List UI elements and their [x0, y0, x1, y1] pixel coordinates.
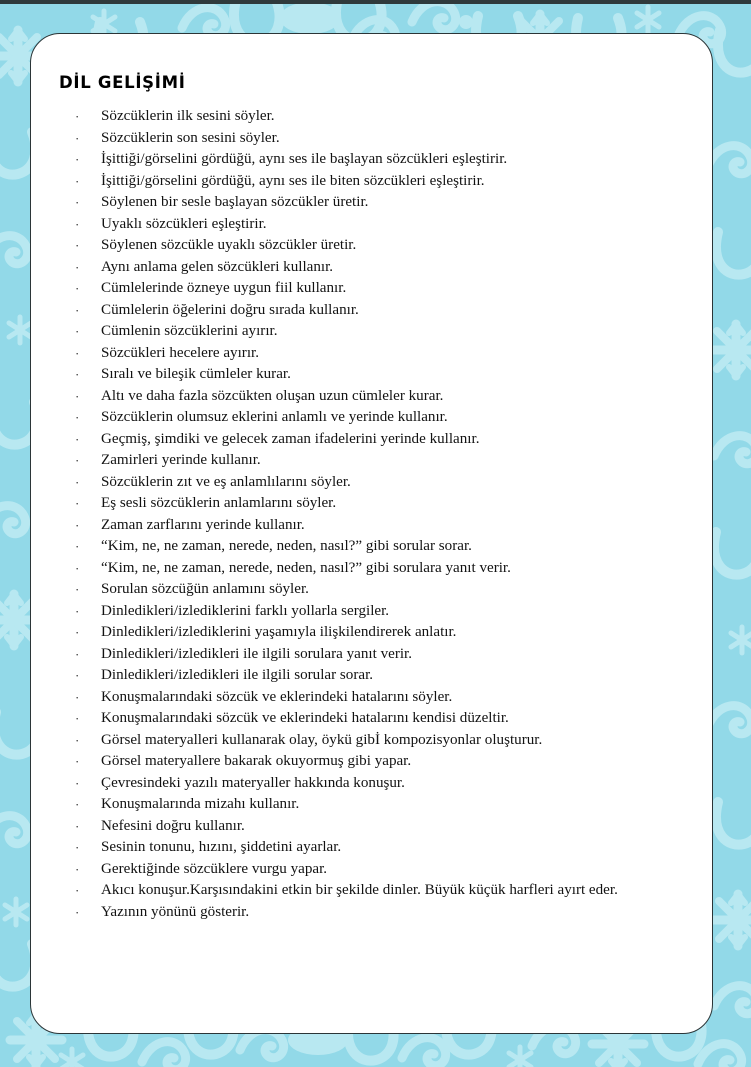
outcome-list	[57, 106, 690, 923]
bullet-dot-icon: ·	[75, 410, 80, 426]
bullet-dot-icon: ·	[75, 130, 80, 146]
list-item-label: İşittiği/görselini gördüğü, aynı ses ile biten sözcükleri eşleştirir.	[101, 172, 485, 189]
list-item	[57, 149, 690, 171]
bullet-dot-icon: ·	[75, 904, 80, 920]
bullet-dot-icon: ·	[75, 603, 80, 619]
bullet-dot-icon: ·	[75, 818, 80, 834]
list-item-label: “Kim, ne, ne zaman, nerede, neden, nasıl?” gibi sorulara yanıt verir.	[101, 559, 511, 576]
list-item-label: “Kim, ne, ne zaman, nerede, neden, nasıl?” gibi sorular sorar.	[101, 538, 472, 555]
list-item	[57, 278, 690, 300]
list-item	[57, 407, 690, 429]
list-item	[57, 128, 690, 150]
list-item-label: Uyaklı sözcükleri eşleştirir.	[101, 215, 267, 232]
list-item-label: Konuşmalarındaki sözcük ve eklerindeki hatalarını söyler.	[101, 688, 453, 705]
bullet-dot-icon: ·	[75, 797, 80, 813]
bullet-dot-icon: ·	[75, 173, 80, 189]
list-item	[57, 558, 690, 580]
list-item-label: Görsel materyallere bakarak okuyormuş gibi yapar.	[101, 753, 412, 770]
list-item-label: İşittiği/görselini gördüğü, aynı ses ile başlayan sözcükleri eşleştirir.	[101, 151, 508, 168]
bullet-dot-icon: ·	[75, 754, 80, 770]
bullet-dot-icon: ·	[75, 496, 80, 512]
bullet-dot-icon: ·	[75, 775, 80, 791]
list-item-label: Dinledikleri/izlediklerini farklı yollarla sergiler.	[101, 602, 390, 619]
list-item-label: Dinledikleri/izledikleri ile ilgili sorulara yanıt verir.	[101, 645, 413, 662]
content-card	[30, 33, 713, 1034]
list-item	[57, 343, 690, 365]
list-item-label: Sözcüklerin ilk sesini söyler.	[101, 108, 275, 125]
bullet-dot-icon: ·	[75, 388, 80, 404]
bullet-dot-icon: ·	[75, 324, 80, 340]
list-item-label: Söylenen sözcükle uyaklı sözcükler üretir.	[101, 237, 357, 254]
list-item	[57, 601, 690, 623]
list-item-label: Sözcüklerin zıt ve eş anlamlılarını söyler.	[101, 473, 351, 490]
bullet-dot-icon: ·	[75, 582, 80, 598]
list-item-label: Sesinin tonunu, hızını, şiddetini ayarlar.	[101, 839, 342, 856]
bullet-dot-icon: ·	[75, 453, 80, 469]
bullet-dot-icon: ·	[75, 238, 80, 254]
list-item	[57, 106, 690, 128]
bullet-dot-icon: ·	[75, 689, 80, 705]
list-item-label: Konuşmalarında mizahı kullanır.	[101, 796, 300, 813]
list-item	[57, 837, 690, 859]
bullet-dot-icon: ·	[75, 281, 80, 297]
bullet-dot-icon: ·	[75, 195, 80, 211]
bullet-dot-icon: ·	[75, 216, 80, 232]
bullet-dot-icon: ·	[75, 517, 80, 533]
list-item-label: Akıcı konuşur.Karşısındakini etkin bir şekilde dinler. Büyük küçük harfleri ayırt eder.	[101, 882, 618, 899]
list-item	[57, 192, 690, 214]
list-item	[57, 794, 690, 816]
list-item	[57, 257, 690, 279]
bullet-dot-icon: ·	[75, 259, 80, 275]
list-item	[57, 816, 690, 838]
list-item	[57, 687, 690, 709]
bullet-dot-icon: ·	[75, 302, 80, 318]
list-item	[57, 751, 690, 773]
list-item-label: Yazının yönünü gösterir.	[101, 903, 250, 920]
list-item	[57, 536, 690, 558]
list-item	[57, 644, 690, 666]
card-inner	[31, 34, 712, 923]
bullet-dot-icon: ·	[75, 345, 80, 361]
bullet-dot-icon: ·	[75, 560, 80, 576]
list-item-label: Dinledikleri/izledikleri ile ilgili sorular sorar.	[101, 667, 374, 684]
list-item-label: Sıralı ve bileşik cümleler kurar.	[101, 366, 291, 383]
list-item	[57, 902, 690, 924]
list-item	[57, 364, 690, 386]
list-item-label: Zaman zarflarını yerinde kullanır.	[101, 516, 305, 533]
list-item	[57, 730, 690, 752]
bullet-dot-icon: ·	[75, 152, 80, 168]
list-item	[57, 300, 690, 322]
list-item	[57, 880, 690, 902]
list-item	[57, 708, 690, 730]
list-item-label: Cümlelerinde özneye uygun fiil kullanır.	[101, 280, 347, 297]
bullet-dot-icon: ·	[75, 431, 80, 447]
list-item-label: Konuşmalarındaki sözcük ve eklerindeki hatalarını kendisi düzeltir.	[101, 710, 509, 727]
list-item	[57, 214, 690, 236]
bullet-dot-icon: ·	[75, 367, 80, 383]
bullet-dot-icon: ·	[75, 732, 80, 748]
bullet-dot-icon: ·	[75, 625, 80, 641]
bullet-dot-icon: ·	[75, 539, 80, 555]
list-item	[57, 321, 690, 343]
list-item	[57, 235, 690, 257]
top-edge-strip	[0, 0, 751, 4]
bullet-dot-icon: ·	[75, 711, 80, 727]
list-item-label: Eş sesli sözcüklerin anlamlarını söyler.	[101, 495, 337, 512]
list-item	[57, 472, 690, 494]
list-item-label: Dinledikleri/izlediklerini yaşamıyla ilişkilendirerek anlatır.	[101, 624, 457, 641]
list-item	[57, 859, 690, 881]
list-item-label: Nefesini doğru kullanır.	[101, 817, 245, 834]
list-item-label: Sözcükleri hecelere ayırır.	[101, 344, 259, 361]
list-item-label: Sorulan sözcüğün anlamını söyler.	[101, 581, 309, 598]
list-item-label: Söylenen bir sesle başlayan sözcükler üretir.	[101, 194, 369, 211]
list-item	[57, 622, 690, 644]
list-item-label: Cümlelerin öğelerini doğru sırada kullanır.	[101, 301, 359, 318]
list-item	[57, 171, 690, 193]
list-item	[57, 665, 690, 687]
list-item	[57, 773, 690, 795]
list-item	[57, 515, 690, 537]
list-item-label: Gerektiğinde sözcüklere vurgu yapar.	[101, 860, 328, 877]
list-item-label: Zamirleri yerinde kullanır.	[101, 452, 261, 469]
list-item-label: Görsel materyalleri kullanarak olay, öykü gibİ kompozisyonlar oluşturur.	[101, 731, 543, 748]
list-item-label: Çevresindeki yazılı materyaller hakkında konuşur.	[101, 774, 405, 791]
bullet-dot-icon: ·	[75, 109, 80, 125]
bullet-dot-icon: ·	[75, 861, 80, 877]
bullet-dot-icon: ·	[75, 883, 80, 899]
list-item-label: Geçmiş, şimdiki ve gelecek zaman ifadelerini yerinde kullanır.	[101, 430, 480, 447]
list-item	[57, 429, 690, 451]
list-item	[57, 493, 690, 515]
list-item-label: Aynı anlama gelen sözcükleri kullanır.	[101, 258, 334, 275]
list-item	[57, 386, 690, 408]
list-item-label: Altı ve daha fazla sözcükten oluşan uzun cümleler kurar.	[101, 387, 444, 404]
list-item	[57, 450, 690, 472]
list-item-label: Cümlenin sözcüklerini ayırır.	[101, 323, 278, 340]
bullet-dot-icon: ·	[75, 840, 80, 856]
list-item	[57, 579, 690, 601]
bullet-dot-icon: ·	[75, 646, 80, 662]
page-title: DİL GELİŞİMİ	[59, 73, 186, 92]
list-item-label: Sözcüklerin olumsuz eklerini anlamlı ve yerinde kullanır.	[101, 409, 448, 426]
list-item-label: Sözcüklerin son sesini söyler.	[101, 129, 280, 146]
bullet-dot-icon: ·	[75, 668, 80, 684]
bullet-dot-icon: ·	[75, 474, 80, 490]
